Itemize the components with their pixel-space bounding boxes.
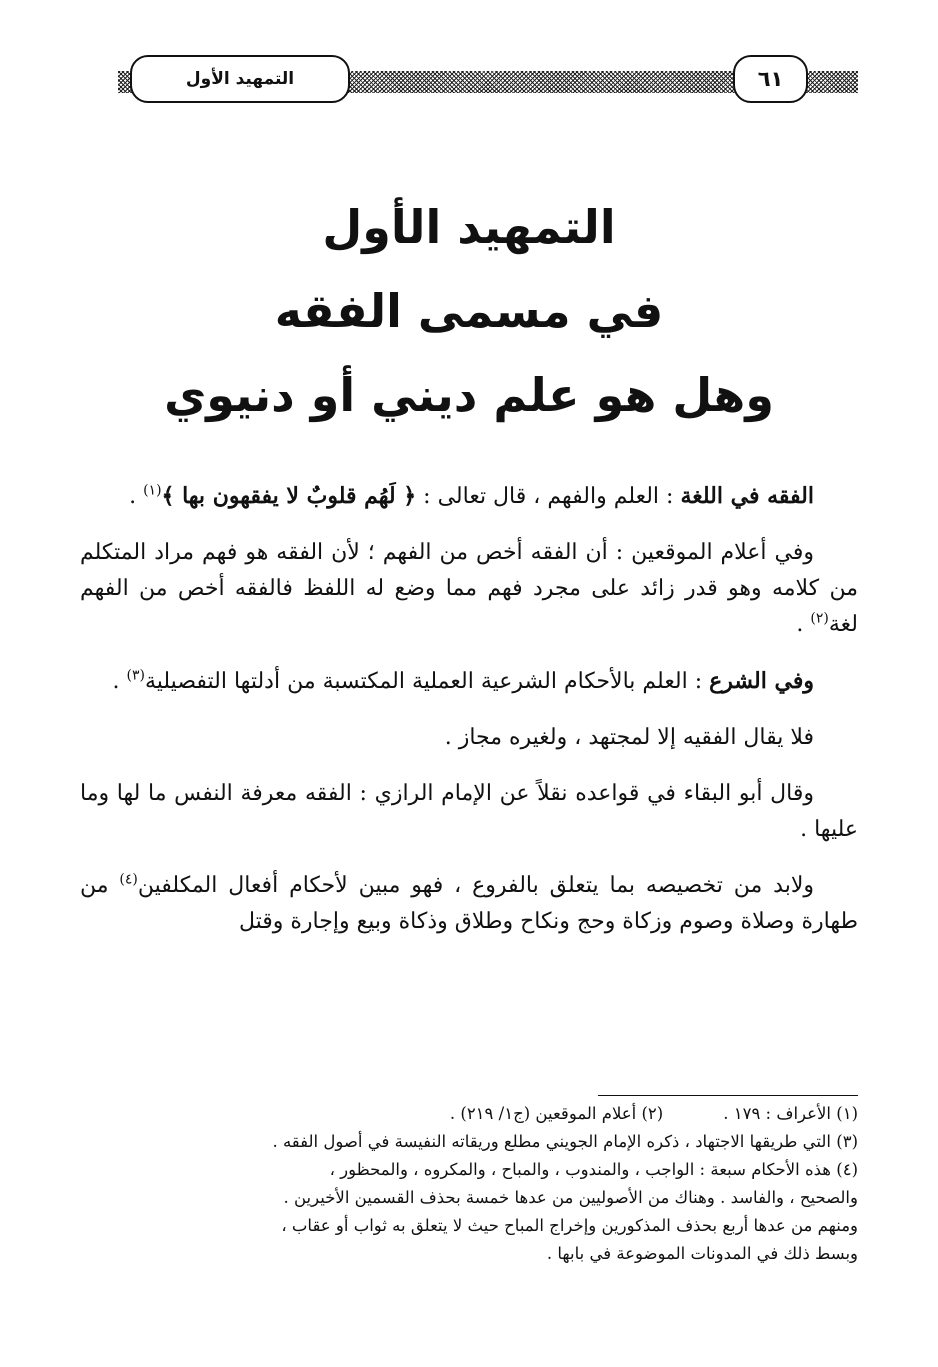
running-title-text: التمهيد الأول bbox=[185, 69, 295, 89]
paragraph-abu-al-baqa bbox=[80, 776, 858, 848]
paragraph-text: وقال أبو البقاء في قواعده نقلاً عن الإمام الرازي : الفقه معرفة النفس ما لها وما عليها . bbox=[80, 781, 858, 842]
chapter-subtitle-2: وهل هو علم ديني أو دنيوي bbox=[164, 368, 774, 422]
paragraph-lexical-definition bbox=[80, 478, 858, 515]
paragraph-specification bbox=[80, 868, 858, 940]
footnotes bbox=[80, 1100, 858, 1268]
paragraph-text: : العلم بالأحكام الشرعية العملية المكتسبة من أدلتها التفصيلية bbox=[144, 669, 710, 694]
paragraph-text: ولابد من تخصيصه بما يتعلق بالفروع ، فهو مبين لأحكام أفعال المكلفين bbox=[137, 873, 814, 898]
footnote-separator bbox=[598, 1095, 858, 1096]
paragraph-faqih bbox=[80, 720, 858, 756]
paragraph-legal-definition bbox=[80, 663, 858, 700]
footnote-4-line: وبسط ذلك في المدونات الموضوعة في بابها . bbox=[546, 1244, 858, 1263]
paragraph-end: . bbox=[129, 484, 144, 509]
paragraph-text: : العلم والفهم ، قال تعالى : bbox=[416, 484, 681, 509]
footnote-3: (٣) التي طريقها الاجتهاد ، ذكره الإمام الجويني مطلع وريقاته النفيسة في أصول الفقه . bbox=[272, 1132, 858, 1151]
footnote-4-line: والصحيح ، والفاسد . وهناك من الأصوليين من عدها خمسة بحذف القسمين الأخيرين . bbox=[283, 1188, 858, 1207]
running-title bbox=[130, 55, 350, 103]
body-text bbox=[80, 478, 858, 960]
paragraph-alam-al-muwaqqiin bbox=[80, 535, 858, 643]
paragraph-text: فلا يقال الفقيه إلا لمجتهد ، ولغيره مجاز . bbox=[444, 725, 814, 750]
chapter-subtitle: في مسمى الفقه bbox=[274, 284, 664, 338]
lead-phrase: وفي الشرع bbox=[709, 668, 814, 694]
footnote-row bbox=[80, 1100, 858, 1128]
footnote-1: (١) الأعراف : ١٧٩ . bbox=[723, 1104, 858, 1123]
page-number-text: ٦١ bbox=[757, 67, 784, 91]
quran-verse: ﴿ لَهُم قلوبٌ لا يفقهون بها ﴾ bbox=[161, 483, 417, 509]
footnote-ref: (٢) bbox=[810, 610, 829, 627]
paragraph-end: . bbox=[112, 669, 127, 694]
paragraph-end: من طهارة وصلاة وصوم وزكاة وحج ونكاح وطلاق وذكاة وبيع وإجارة وقتل bbox=[80, 873, 858, 934]
footnote-ref: (٣) bbox=[126, 667, 145, 684]
footnote-ref: (٤) bbox=[119, 871, 138, 888]
footnote-ref: (١) bbox=[143, 482, 162, 499]
paragraph-end: . bbox=[796, 612, 811, 637]
chapter-titles bbox=[60, 185, 878, 437]
page-number bbox=[733, 55, 808, 103]
lead-phrase: الفقه في اللغة bbox=[680, 483, 814, 509]
footnote-4-line: (٤) هذه الأحكام سبعة : الواجب ، والمندوب ، والمباح ، والمكروه ، والمحظور ، bbox=[329, 1160, 858, 1179]
footnote-4-line: ومنهم من عدها أربع بحذف المذكورين وإخراج المباح حيث لا يتعلق به ثواب أو عقاب ، bbox=[281, 1216, 858, 1235]
paragraph-text: وفي أعلام الموقعين : أن الفقه أخص من الفهم ؛ لأن الفقه هو فهم مراد المتكلم من كلامه وهو قدر زائد على مجرد فهم مما وضع له اللفظ فالفقه أخص من الفهم لغة bbox=[80, 540, 858, 637]
chapter-title: التمهيد الأول bbox=[322, 200, 616, 254]
footnote-2: (٢) أعلام الموقعين (ج١/ ٢١٩) . bbox=[449, 1104, 664, 1123]
